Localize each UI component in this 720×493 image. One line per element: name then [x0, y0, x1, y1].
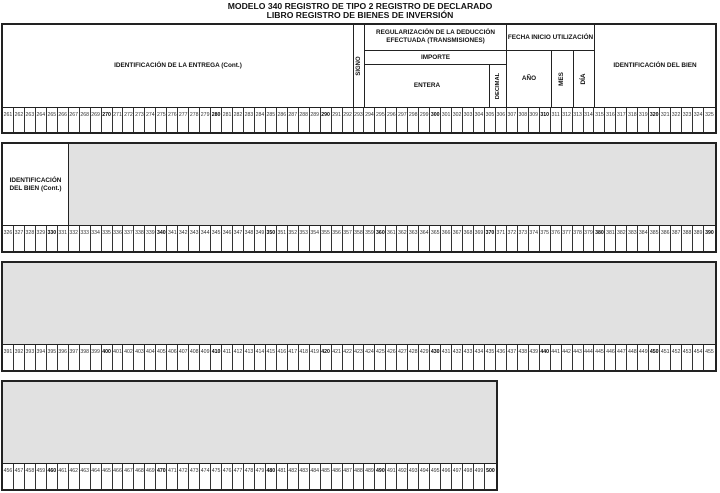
position-number: 261: [3, 108, 14, 132]
position-number: 280: [211, 108, 222, 132]
position-number: 492: [397, 464, 408, 489]
position-number: 484: [310, 464, 321, 489]
position-number: 357: [343, 226, 354, 251]
position-number: 370: [485, 226, 496, 251]
position-number: 482: [288, 464, 299, 489]
position-number: 469: [145, 464, 156, 489]
position-number: 437: [507, 345, 518, 370]
position-number: 358: [354, 226, 365, 251]
position-number: 397: [69, 345, 80, 370]
position-number: 456: [3, 464, 14, 489]
regularizacion-label: REGULARIZACIÓN DE LA DEDUCCIÓN EFECTUADA (TRANSMISIONES): [375, 29, 496, 44]
position-number: 355: [321, 226, 332, 251]
position-number: 320: [649, 108, 660, 132]
position-number: 265: [47, 108, 58, 132]
position-number: 273: [134, 108, 145, 132]
position-number: 286: [277, 108, 288, 132]
position-number: 389: [693, 226, 704, 251]
position-number: 430: [430, 345, 441, 370]
position-number: 267: [69, 108, 80, 132]
position-numbers-row: [3, 464, 496, 489]
position-number: 408: [189, 345, 200, 370]
position-number: 452: [671, 345, 682, 370]
position-number: 464: [91, 464, 102, 489]
position-number: 390: [705, 230, 714, 236]
position-number: 440: [540, 345, 551, 370]
position-number: 313: [573, 108, 584, 132]
dia-label: DÍA: [580, 73, 587, 85]
position-number: 287: [288, 108, 299, 132]
position-number: 474: [200, 464, 211, 489]
position-number: 315: [594, 108, 605, 132]
position-number: 282: [233, 108, 244, 132]
position-number: 415: [266, 345, 277, 370]
position-number: 317: [616, 108, 627, 132]
position-number: 450: [649, 345, 660, 370]
position-number: 359: [364, 226, 375, 251]
signo-label: SIGNO: [356, 56, 362, 76]
position-number: 379: [584, 226, 595, 251]
position-number: 288: [299, 108, 310, 132]
position-number: 393: [25, 345, 36, 370]
position-number: 341: [167, 226, 178, 251]
position-number: 303: [463, 108, 474, 132]
position-number: 451: [660, 345, 671, 370]
position-number: 306: [496, 108, 507, 132]
position-number: 382: [616, 226, 627, 251]
position-number: 356: [332, 226, 343, 251]
position-number: 407: [178, 345, 189, 370]
regularizacion-header: [365, 25, 507, 107]
position-number: 419: [310, 345, 321, 370]
position-number: 349: [255, 226, 266, 251]
position-number: 453: [682, 345, 693, 370]
position-number: 307: [507, 108, 518, 132]
position-number: 421: [332, 345, 343, 370]
position-number: 345: [211, 226, 222, 251]
position-number: 409: [200, 345, 211, 370]
position-number: 436: [496, 345, 507, 370]
position-number: 299: [419, 108, 430, 132]
position-number: 347: [233, 226, 244, 251]
position-number: 383: [627, 226, 638, 251]
position-number: 368: [463, 226, 474, 251]
position-number: 324: [693, 108, 704, 132]
position-number: 366: [441, 226, 452, 251]
position-number: 334: [91, 226, 102, 251]
position-number: 457: [14, 464, 25, 489]
position-number: 499: [474, 464, 485, 489]
block-bien-cont: [1, 142, 717, 253]
position-number: 396: [58, 345, 69, 370]
identificacion-entrega-label: IDENTIFICACIÓN DE LA ENTREGA (Cont.): [114, 62, 242, 69]
position-number: 270: [102, 108, 113, 132]
position-number: 475: [211, 464, 222, 489]
position-number: 477: [233, 464, 244, 489]
position-number: 301: [441, 108, 452, 132]
position-number: 264: [36, 108, 47, 132]
position-number: 411: [222, 345, 233, 370]
position-number: 330: [47, 226, 58, 251]
position-number: 335: [102, 226, 113, 251]
position-number: 406: [167, 345, 178, 370]
position-number: 462: [69, 464, 80, 489]
position-number: 405: [156, 345, 167, 370]
position-numbers-row: [3, 226, 715, 251]
position-number: 285: [266, 108, 277, 132]
position-number: 316: [605, 108, 616, 132]
position-number: 361: [386, 226, 397, 251]
position-number: 332: [69, 226, 80, 251]
position-number: 314: [584, 108, 595, 132]
position-number: 352: [288, 226, 299, 251]
position-number: 277: [178, 108, 189, 132]
position-number: 455: [705, 349, 714, 355]
position-number: 461: [58, 464, 69, 489]
position-number: 375: [540, 226, 551, 251]
position-number: 276: [167, 108, 178, 132]
position-number: 454: [693, 345, 704, 370]
position-number: 294: [364, 108, 375, 132]
position-number: 487: [343, 464, 354, 489]
position-number: 480: [266, 464, 277, 489]
position-number: 337: [123, 226, 134, 251]
position-number: 336: [113, 226, 124, 251]
position-number: 353: [299, 226, 310, 251]
position-number: 295: [375, 108, 386, 132]
position-number: 266: [58, 108, 69, 132]
position-number: 279: [200, 108, 211, 132]
position-number: 321: [660, 108, 671, 132]
position-number: 340: [156, 226, 167, 251]
position-number: 329: [36, 226, 47, 251]
position-number: 434: [474, 345, 485, 370]
position-number: 459: [36, 464, 47, 489]
position-number: 346: [222, 226, 233, 251]
position-number: 410: [211, 345, 222, 370]
position-number: 472: [178, 464, 189, 489]
position-number: 274: [145, 108, 156, 132]
position-number: 392: [14, 345, 25, 370]
signo-header: [354, 25, 365, 107]
position-number: 496: [441, 464, 452, 489]
position-number: 471: [167, 464, 178, 489]
importe-label: IMPORTE: [420, 54, 451, 61]
identificacion-entrega-header: [3, 25, 354, 107]
position-number: 297: [397, 108, 408, 132]
position-number: 466: [113, 464, 124, 489]
position-number: 395: [47, 345, 58, 370]
position-number: 498: [463, 464, 474, 489]
decimal-label: DECIMAL: [495, 72, 501, 100]
position-number: 490: [375, 464, 386, 489]
position-number: 262: [14, 108, 25, 132]
position-number: 312: [562, 108, 573, 132]
position-number: 372: [507, 226, 518, 251]
position-number: 488: [354, 464, 365, 489]
block-entrega: [1, 23, 717, 134]
position-number: 305: [485, 108, 496, 132]
position-number: 348: [244, 226, 255, 251]
position-number: 380: [594, 226, 605, 251]
position-number: 404: [145, 345, 156, 370]
position-number: 384: [638, 226, 649, 251]
position-number: 438: [518, 345, 529, 370]
position-number: 435: [485, 345, 496, 370]
position-number: 386: [660, 226, 671, 251]
identificacion-bien-cont-label: IDENTIFICACIÓN DEL BIEN (Cont.): [9, 176, 62, 192]
reserved-area: [69, 144, 715, 225]
position-number: 431: [441, 345, 452, 370]
position-number: 369: [474, 226, 485, 251]
reserved-area: [3, 382, 496, 464]
position-number: 470: [156, 464, 167, 489]
position-number: 283: [244, 108, 255, 132]
identificacion-bien-header: [595, 25, 715, 107]
block-reserved-1: [1, 261, 717, 372]
position-number: 401: [113, 345, 124, 370]
position-number: 272: [123, 108, 134, 132]
position-number: 417: [288, 345, 299, 370]
position-number: 311: [551, 108, 562, 132]
position-number: 300: [430, 108, 441, 132]
position-number: 465: [102, 464, 113, 489]
position-number: 486: [332, 464, 343, 489]
position-number: 378: [573, 226, 584, 251]
position-number: 446: [605, 345, 616, 370]
position-number: 310: [540, 108, 551, 132]
position-number: 350: [266, 226, 277, 251]
position-number: 445: [594, 345, 605, 370]
position-number: 373: [518, 226, 529, 251]
position-number: 399: [91, 345, 102, 370]
position-number: 447: [616, 345, 627, 370]
position-number: 364: [419, 226, 430, 251]
position-number: 467: [123, 464, 134, 489]
position-number: 449: [638, 345, 649, 370]
position-number: 333: [80, 226, 91, 251]
position-number: 483: [299, 464, 310, 489]
position-number: 402: [123, 345, 134, 370]
position-number: 308: [518, 108, 529, 132]
position-number: 478: [244, 464, 255, 489]
position-number: 376: [551, 226, 562, 251]
position-number: 481: [277, 464, 288, 489]
position-number: 377: [562, 226, 573, 251]
position-number: 328: [25, 226, 36, 251]
position-number: 398: [80, 345, 91, 370]
position-number: 284: [255, 108, 266, 132]
position-number: 485: [321, 464, 332, 489]
position-number: 296: [386, 108, 397, 132]
position-number: 439: [529, 345, 540, 370]
fecha-inicio-label: FECHA INICIO UTILIZACIÓN: [507, 34, 594, 41]
position-number: 413: [244, 345, 255, 370]
position-number: 302: [452, 108, 463, 132]
position-number: 371: [496, 226, 507, 251]
position-number: 367: [452, 226, 463, 251]
position-number: 425: [375, 345, 386, 370]
position-number: 289: [310, 108, 321, 132]
position-number: 468: [134, 464, 145, 489]
position-numbers-row: [3, 108, 715, 132]
position-number: 327: [14, 226, 25, 251]
position-number: 326: [3, 226, 14, 251]
fecha-inicio-header: [507, 25, 595, 107]
position-number: 269: [91, 108, 102, 132]
position-number: 281: [222, 108, 233, 132]
position-number: 424: [364, 345, 375, 370]
position-number: 293: [354, 108, 365, 132]
position-number: 309: [529, 108, 540, 132]
position-number: 460: [47, 464, 58, 489]
position-number: 418: [299, 345, 310, 370]
position-number: 290: [321, 108, 332, 132]
mes-label: MES: [558, 72, 565, 86]
position-number: 420: [321, 345, 332, 370]
position-number: 365: [430, 226, 441, 251]
position-number: 441: [551, 345, 562, 370]
position-number: 493: [408, 464, 419, 489]
position-number: 362: [397, 226, 408, 251]
block-reserved-2: [1, 380, 498, 491]
position-number: 319: [638, 108, 649, 132]
position-number: 494: [419, 464, 430, 489]
position-number: 394: [36, 345, 47, 370]
position-number: 318: [627, 108, 638, 132]
position-number: 426: [386, 345, 397, 370]
position-number: 423: [354, 345, 365, 370]
position-number: 432: [452, 345, 463, 370]
position-number: 463: [80, 464, 91, 489]
position-number: 428: [408, 345, 419, 370]
position-number: 433: [463, 345, 474, 370]
position-number: 263: [25, 108, 36, 132]
identificacion-bien-label: IDENTIFICACIÓN DEL BIEN: [613, 62, 697, 69]
position-number: 339: [145, 226, 156, 251]
position-number: 489: [364, 464, 375, 489]
position-number: 403: [134, 345, 145, 370]
position-number: 331: [58, 226, 69, 251]
position-number: 495: [430, 464, 441, 489]
position-number: 448: [627, 345, 638, 370]
position-number: 479: [255, 464, 266, 489]
reserved-area: [3, 263, 715, 345]
position-number: 385: [649, 226, 660, 251]
position-number: 363: [408, 226, 419, 251]
position-number: 322: [671, 108, 682, 132]
position-number: 323: [682, 108, 693, 132]
anio-label: AÑO: [521, 75, 537, 82]
position-number: 298: [408, 108, 419, 132]
position-number: 400: [102, 345, 113, 370]
position-number: 291: [332, 108, 343, 132]
position-number: 278: [189, 108, 200, 132]
position-number: 387: [671, 226, 682, 251]
position-number: 427: [397, 345, 408, 370]
position-number: 444: [584, 345, 595, 370]
entera-label: ENTERA: [413, 82, 441, 89]
position-number: 360: [375, 226, 386, 251]
form-subtitle: LIBRO REGISTRO DE BIENES DE INVERSIÓN: [266, 10, 454, 20]
position-number: 497: [452, 464, 463, 489]
position-number: 422: [343, 345, 354, 370]
position-number: 443: [573, 345, 584, 370]
position-number: 354: [310, 226, 321, 251]
position-numbers-row: [3, 345, 715, 370]
position-number: 342: [178, 226, 189, 251]
position-number: 338: [134, 226, 145, 251]
identificacion-bien-cont-header: [3, 144, 69, 225]
position-number: 388: [682, 226, 693, 251]
position-number: 292: [343, 108, 354, 132]
form-title: MODELO 340 REGISTRO DE TIPO 2 REGISTRO DE DECLARADO: [227, 1, 493, 11]
position-number: 271: [113, 108, 124, 132]
position-number: 391: [3, 345, 14, 370]
position-number: 458: [25, 464, 36, 489]
position-number: 304: [474, 108, 485, 132]
position-number: 275: [156, 108, 167, 132]
position-number: 325: [705, 112, 714, 118]
position-number: 268: [80, 108, 91, 132]
position-number: 473: [189, 464, 200, 489]
position-number: 412: [233, 345, 244, 370]
position-number: 414: [255, 345, 266, 370]
position-number: 491: [386, 464, 397, 489]
position-number: 351: [277, 226, 288, 251]
position-number: 442: [562, 345, 573, 370]
position-number: 500: [486, 468, 495, 474]
position-number: 476: [222, 464, 233, 489]
position-number: 374: [529, 226, 540, 251]
position-number: 343: [189, 226, 200, 251]
position-number: 429: [419, 345, 430, 370]
position-number: 416: [277, 345, 288, 370]
position-number: 344: [200, 226, 211, 251]
position-number: 381: [605, 226, 616, 251]
